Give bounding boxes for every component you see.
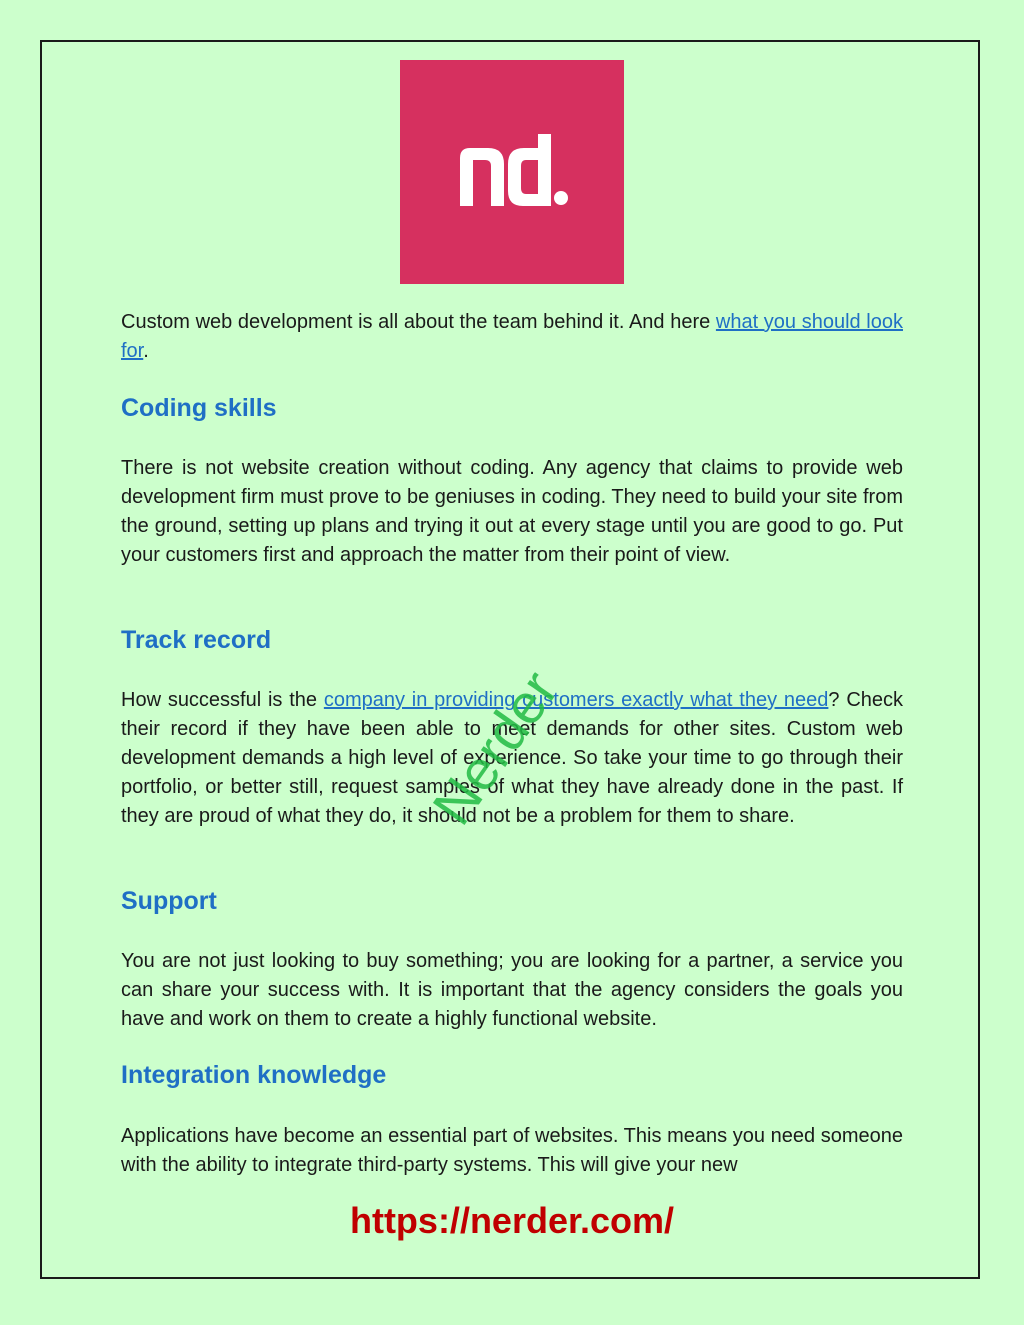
track-record-text-end: ? Check their record if they have been able to meet demands for other sites. Custom web development demands a high level of experience. So take your time to go through their portfolio, or better still, request samples of what they have already done in the past. If they are proud of what they do, it should not be a problem for them to share. [121, 689, 904, 827]
logo-mark-icon [400, 60, 624, 284]
paragraph-track-record [121, 686, 903, 831]
watermark: Nerder [420, 659, 570, 836]
nerder-logo [400, 60, 624, 284]
heading-track-record: Track record [121, 626, 272, 654]
heading-coding-skills: Coding skills [121, 394, 277, 422]
intro-text: Custom web development is all about the team behind it. And here [121, 311, 716, 333]
paragraph-coding-skills: There is not website creation without coding. Any agency that claims to provide web development firm must prove to be geniuses in coding. They need to build your site from the ground, setting up plans and trying it out at every stage until you are good to go. Put your customers first and approach the matter from their point of view. [121, 457, 903, 566]
intro-text-end: . [143, 340, 149, 362]
paragraph-support: You are not just looking to buy something; you are looking for a partner, a service you can share your success with. It is important that the agency considers the goals you have and work on them to create a highly functional website. [121, 950, 903, 1030]
footer-url[interactable]: https://nerder.com/ [349, 1200, 675, 1241]
intro-link[interactable]: what you should look for [121, 311, 903, 362]
track-record-text: How successful is the [121, 689, 324, 711]
heading-integration-knowledge: Integration knowledge [121, 1061, 387, 1089]
paragraph-integration-knowledge: Applications have become an essential part of websites. This means you need someone with the ability to integrate third-party systems. This will give your new [121, 1125, 903, 1176]
heading-support: Support [121, 887, 217, 915]
track-record-link[interactable]: company in providing customers exactly what they need [323, 689, 829, 711]
intro-paragraph [121, 308, 903, 366]
